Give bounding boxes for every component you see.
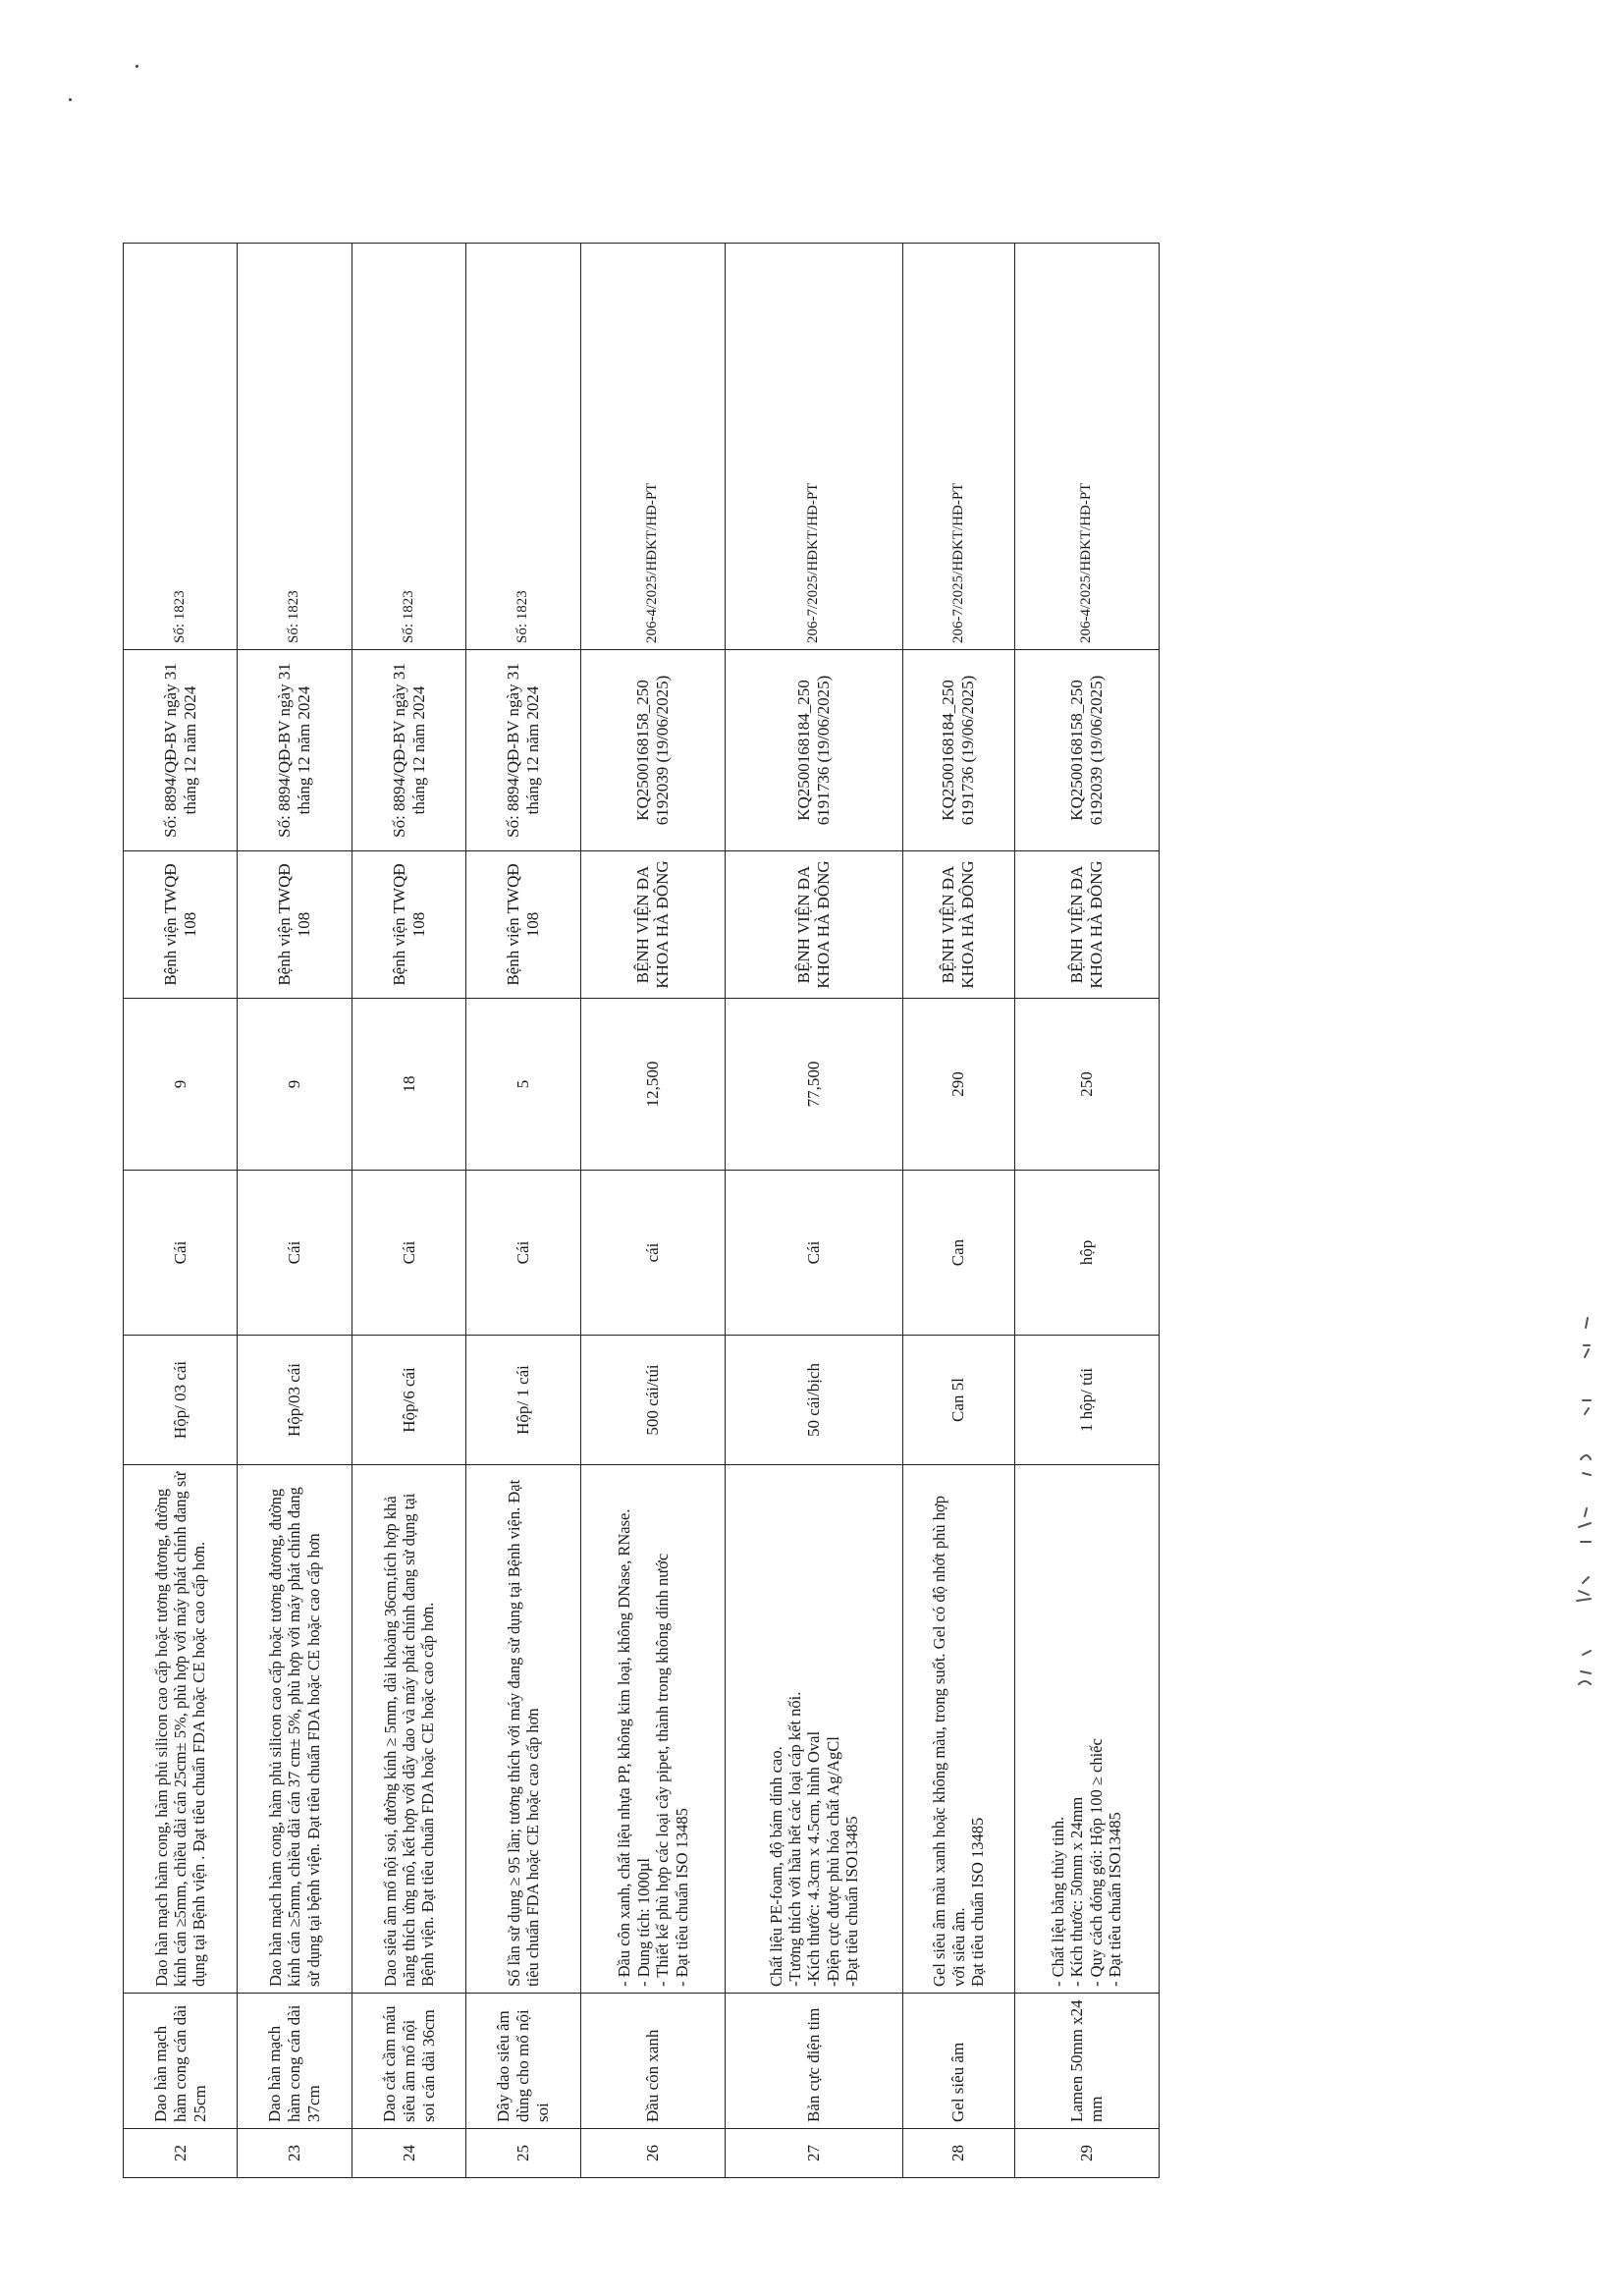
cell-item-name: Lamen 50mm x24 mm (1014, 1994, 1159, 2129)
cell-stt: 22 (124, 2129, 238, 2178)
cell-quantity: 9 (238, 999, 352, 1171)
cell-document-number: Số: 1823 (466, 244, 580, 650)
spec-line: Đạt tiêu chuẩn ISO 13485 (968, 1817, 988, 1987)
cell-hospital: Bệnh viện TWQĐ 108 (466, 851, 580, 999)
table-row (238, 244, 352, 2178)
spec-line: - Thiết kế phù hợp các loại cây pipet, thành trong không dính nước (653, 1553, 673, 1987)
cell-stt: 28 (903, 2129, 1014, 2178)
cell-unit: hộp (1014, 1171, 1159, 1336)
cell-item-name: Dây dao siêu âm dùng cho mổ nội soi (466, 1994, 580, 2129)
spec-line: Gel siêu âm màu xanh hoặc không màu, trong suốt. Gel có độ nhớt phù hợp với siêu âm. (930, 1496, 968, 1987)
spec-line: -Đạt tiêu chuẩn ISO13485 (842, 1816, 862, 1987)
spec-line: - Đạt tiêu chuẩn ISO13485 (1106, 1812, 1125, 1987)
cell-hospital: BỆNH VIỆN ĐA KHOA HÀ ĐÔNG (580, 851, 725, 999)
cell-item-name: Gel siêu âm (903, 1994, 1014, 2129)
cell-decision: KQ2500168184_250 6191736 (19/06/2025) (903, 650, 1014, 851)
cell-stt: 29 (1014, 2129, 1159, 2178)
cell-unit: Cái (466, 1171, 580, 1336)
cell-stt: 26 (580, 2129, 725, 2178)
scan-speck (69, 98, 72, 101)
cell-quantity: 77,500 (726, 999, 903, 1171)
cell-document-number: 206-7/2025/HĐKT/HĐ-PT (726, 244, 903, 650)
cell-decision: Số: 8894/QĐ-BV ngày 31 tháng 12 năm 2024 (466, 650, 580, 851)
cell-decision: KQ2500168158_250 6192039 (19/06/2025) (580, 650, 725, 851)
cell-hospital: Bệnh viện TWQĐ 108 (124, 851, 238, 999)
cell-packaging: Hộp/ 1 cái (466, 1336, 580, 1465)
spec-line: - Đạt tiêu chuẩn ISO 13485 (672, 1808, 691, 1987)
spec-line: - Quy cách đóng gói: Hộp 100 ≥ chiếc (1086, 1738, 1106, 1987)
table-row (124, 244, 238, 2178)
cell-packaging: Hộp/ 03 cái (124, 1336, 238, 1465)
spec-line: -Kích thước: 4.3cm x 4.5cm, hình Oval (804, 1730, 824, 1987)
cell-specification (352, 1465, 465, 1994)
cell-decision: Số: 8894/QĐ-BV ngày 31 tháng 12 năm 2024 (352, 650, 465, 851)
cell-specification (903, 1465, 1014, 1994)
cell-stt: 25 (466, 2129, 580, 2178)
cell-packaging: 1 hộp/ túi (1014, 1336, 1159, 1465)
cell-unit: Cái (124, 1171, 238, 1336)
cell-item-name: Dao hàn mạch hàm cong cán dài 25cm (124, 1994, 238, 2129)
cell-decision: Số: 8894/QĐ-BV ngày 31 tháng 12 năm 2024 (124, 650, 238, 851)
cell-decision: KQ2500168158_250 6192039 (19/06/2025) (1014, 650, 1159, 851)
spec-line: - Dung tích: 1000µl (633, 1858, 653, 1987)
handwritten-margin-marks (1559, 1306, 1608, 1699)
cell-document-number: Số: 1823 (352, 244, 465, 650)
table-row (903, 244, 1014, 2178)
cell-document-number: Số: 1823 (238, 244, 352, 650)
cell-specification (466, 1465, 580, 1994)
cell-document-number: 206-7/2025/HĐKT/HĐ-PT (903, 244, 1014, 650)
cell-packaging: Hộp/6 cái (352, 1336, 465, 1465)
cell-quantity: 18 (352, 999, 465, 1171)
spec-line: Dao hàn mạch hàm cong, hàm phủ silicon cao cấp hoặc tương đương, đường kính cán ≥5mm, chiều dài cán 37 cm± 5%, phù hợp với máy phát chính đang sử dụng tại bệnh viện. Đạt tiêu chuẩn FDA hoặc CE hoặc cao cấp hơn (266, 1487, 323, 1987)
cell-packaging: Hộp/03 cái (238, 1336, 352, 1465)
rotated-table-container (123, 244, 1160, 2178)
cell-hospital: Bệnh viện TWQĐ 108 (352, 851, 465, 999)
table-row (352, 244, 465, 2178)
scan-speck (135, 65, 138, 68)
table-row (466, 244, 580, 2178)
cell-specification (124, 1465, 238, 1994)
cell-unit: cái (580, 1171, 725, 1336)
cell-quantity: 9 (124, 999, 238, 1171)
cell-stt: 23 (238, 2129, 352, 2178)
cell-hospital: Bệnh viện TWQĐ 108 (238, 851, 352, 999)
spec-line: -Điện cực được phủ hóa chất Ag/AgCl (823, 1736, 842, 1987)
cell-item-name: Dao cắt cầm máu siêu âm mổ nội soi cán dài 36cm (352, 1994, 465, 2129)
spec-line: - Kích thước: 50mm x 24mm (1067, 1796, 1087, 1987)
cell-decision: Số: 8894/QĐ-BV ngày 31 tháng 12 năm 2024 (238, 650, 352, 851)
table-row (580, 244, 725, 2178)
cell-unit: Cái (238, 1171, 352, 1336)
cell-quantity: 5 (466, 999, 580, 1171)
cell-item-name: Bản cực điện tim (726, 1994, 903, 2129)
table-body (124, 244, 1160, 2178)
cell-quantity: 12,500 (580, 999, 725, 1171)
cell-item-name: Đầu côn xanh (580, 1994, 725, 2129)
cell-document-number: 206-4/2025/HĐKT/HĐ-PT (1014, 244, 1159, 650)
spec-line: Chất liệu PE-foam, độ bám dính cao. (766, 1746, 785, 1987)
spec-line: Dao hàn mạch hàm cong, hàm phủ silicon cao cấp hoặc tương đương, đường kính cán ≥5mm, chiều dài cán 25cm± 5%, phù hợp với máy phát chính đang sử dụng tại Bệnh viện . Đạt tiêu chuẩn FDA hoặc CE hoặc cao cấp hơn. (151, 1471, 209, 1987)
equipment-table (123, 243, 1160, 2178)
cell-unit: Cái (352, 1171, 465, 1336)
cell-decision: KQ2500168184_250 6191736 (19/06/2025) (726, 650, 903, 851)
spec-line: Dao siêu âm mổ nội soi, đường kính ≥ 5mm, dài khoảng 36cm,tích hợp khả năng thích ứng mô, kết hợp với dây dao và máy phát chính đang sử dụng tại Bệnh viện. Đạt tiêu chuẩn FDA hoặc CE hoặc cao cấp hơn. (380, 1493, 438, 1987)
cell-unit: Cái (726, 1171, 903, 1336)
cell-packaging: Can 5l (903, 1336, 1014, 1465)
spec-line: - Chất liệu bằng thủy tinh. (1048, 1816, 1067, 1987)
table-row (1014, 244, 1159, 2178)
spec-line: -Tương thích với hầu hết các loại cáp kết nối. (785, 1691, 804, 1987)
table-row (726, 244, 903, 2178)
cell-specification (726, 1465, 903, 1994)
cell-quantity: 290 (903, 999, 1014, 1171)
cell-specification (238, 1465, 352, 1994)
cell-document-number: Số: 1823 (124, 244, 238, 650)
spec-line: - Đầu côn xanh, chất liệu nhựa PP, không kim loại, không DNase, RNase. (615, 1508, 634, 1987)
cell-hospital: BỆNH VIỆN ĐA KHOA HÀ ĐÔNG (903, 851, 1014, 999)
cell-item-name: Dao hàn mạch hàm cong cán dài 37cm (238, 1994, 352, 2129)
spec-line: Số lần sử dụng ≥ 95 lần; tương thích với máy đang sử dụng tại Bệnh viện. Đạt tiêu chuẩn FDA hoặc CE hoặc cao cấp hơn (504, 1479, 543, 1987)
cell-specification (580, 1465, 725, 1994)
cell-hospital: BỆNH VIỆN ĐA KHOA HÀ ĐÔNG (726, 851, 903, 999)
cell-specification (1014, 1465, 1159, 1994)
cell-packaging: 50 cái/bịch (726, 1336, 903, 1465)
cell-unit: Can (903, 1171, 1014, 1336)
cell-packaging: 500 cái/túi (580, 1336, 725, 1465)
cell-stt: 24 (352, 2129, 465, 2178)
cell-stt: 27 (726, 2129, 903, 2178)
cell-quantity: 250 (1014, 999, 1159, 1171)
cell-document-number: 206-4/2025/HĐKT/HĐ-PT (580, 244, 725, 650)
cell-hospital: BỆNH VIỆN ĐA KHOA HÀ ĐÔNG (1014, 851, 1159, 999)
